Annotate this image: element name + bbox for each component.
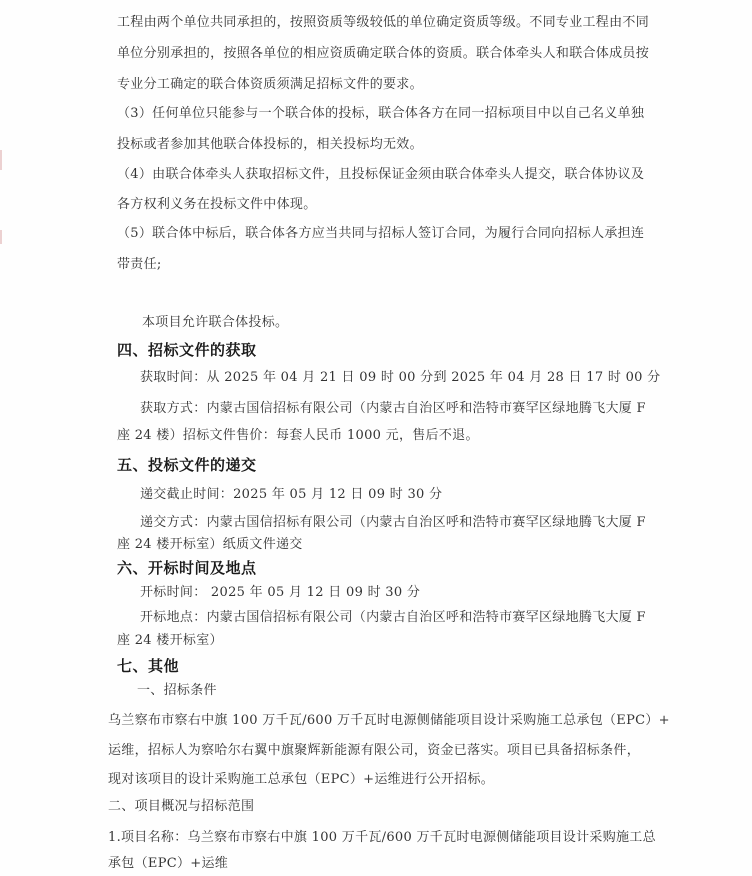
paragraph-line: 获取时间：从 2025 年 04 月 21 日 09 时 00 分到 2025 年 04 月 28 日 17 时 00 分 (140, 370, 661, 385)
section-heading: 五、投标文件的递交 (117, 456, 257, 474)
paragraph-line: 本项目允许联合体投标。 (142, 315, 289, 330)
paragraph-line: 开标时间： 2025 年 05 月 12 日 09 时 30 分 (140, 585, 421, 600)
paragraph-line: 获取方式：内蒙古国信招标有限公司（内蒙古自治区呼和浩特市赛罕区绿地腾飞大厦 F (140, 401, 646, 416)
subsection-heading: 二、项目概况与招标范围 (108, 799, 255, 814)
paragraph-line: 递交方式：内蒙古国信招标有限公司（内蒙古自治区呼和浩特市赛罕区绿地腾飞大厦 F (140, 515, 646, 530)
paragraph-line: 开标地点：内蒙古国信招标有限公司（内蒙古自治区呼和浩特市赛罕区绿地腾飞大厦 F (140, 610, 646, 625)
paragraph-line: 单位分别承担的，按照各单位的相应资质确定联合体的资质。联合体牵头人和联合体成员按 (117, 46, 650, 61)
section-heading: 七、其他 (117, 657, 180, 675)
paragraph-line: 各方权利义务在投标文件中体现。 (117, 197, 317, 212)
paragraph-line: 承包（EPC）+运维 (108, 856, 229, 871)
paragraph-line: 1.项目名称：乌兰察布市察右中旗 100 万千瓦/600 万千瓦时电源侧储能项目设计采购施工总 (108, 830, 656, 845)
paragraph-line: 座 24 楼）招标文件售价：每套人民币 1000 元，售后不退。 (117, 428, 479, 443)
paragraph-line: 现对该项目的设计采购施工总承包（EPC）+运维进行公开招标。 (108, 772, 495, 787)
paragraph-line: 投标或者参加其他联合体投标的，相关投标均无效。 (117, 137, 423, 152)
paragraph-line: （4）由联合体牵头人获取招标文件，且投标保证金须由联合体牵头人提交，联合体协议及 (117, 167, 645, 182)
paragraph-line: 带责任; (117, 257, 162, 272)
paragraph-line: （3）任何单位只能参与一个联合体的投标，联合体各方在同一招标项目中以自己名义单独 (117, 106, 645, 121)
paragraph-line: 专业分工确定的联合体资质须满足招标文件的要求。 (117, 77, 423, 92)
paragraph-line: 座 24 楼开标室） (117, 633, 223, 648)
subsection-heading: 一、招标条件 (137, 683, 217, 698)
paragraph-line: 乌兰察布市察右中旗 100 万千瓦/600 万千瓦时电源侧储能项目设计采购施工总承包（EPC）+ (108, 713, 670, 728)
paragraph-line: 递交截止时间：2025 年 05 月 12 日 09 时 30 分 (140, 487, 443, 502)
section-heading: 六、开标时间及地点 (117, 559, 257, 577)
scan-artifact (0, 150, 2, 170)
paragraph-line: 运维，招标人为察哈尔右翼中旗聚辉新能源有限公司，资金已落实。项目已具备招标条件， (108, 743, 641, 758)
paragraph-line: （5）联合体中标后，联合体各方应当共同与招标人签订合同，为履行合同向招标人承担连 (117, 226, 645, 241)
paragraph-line: 工程由两个单位共同承担的，按照资质等级较低的单位确定资质等级。不同专业工程由不同 (117, 15, 650, 30)
section-heading: 四、招标文件的获取 (117, 341, 257, 359)
paragraph-line: 座 24 楼开标室）纸质文件递交 (117, 537, 303, 552)
scan-artifact (0, 230, 2, 244)
